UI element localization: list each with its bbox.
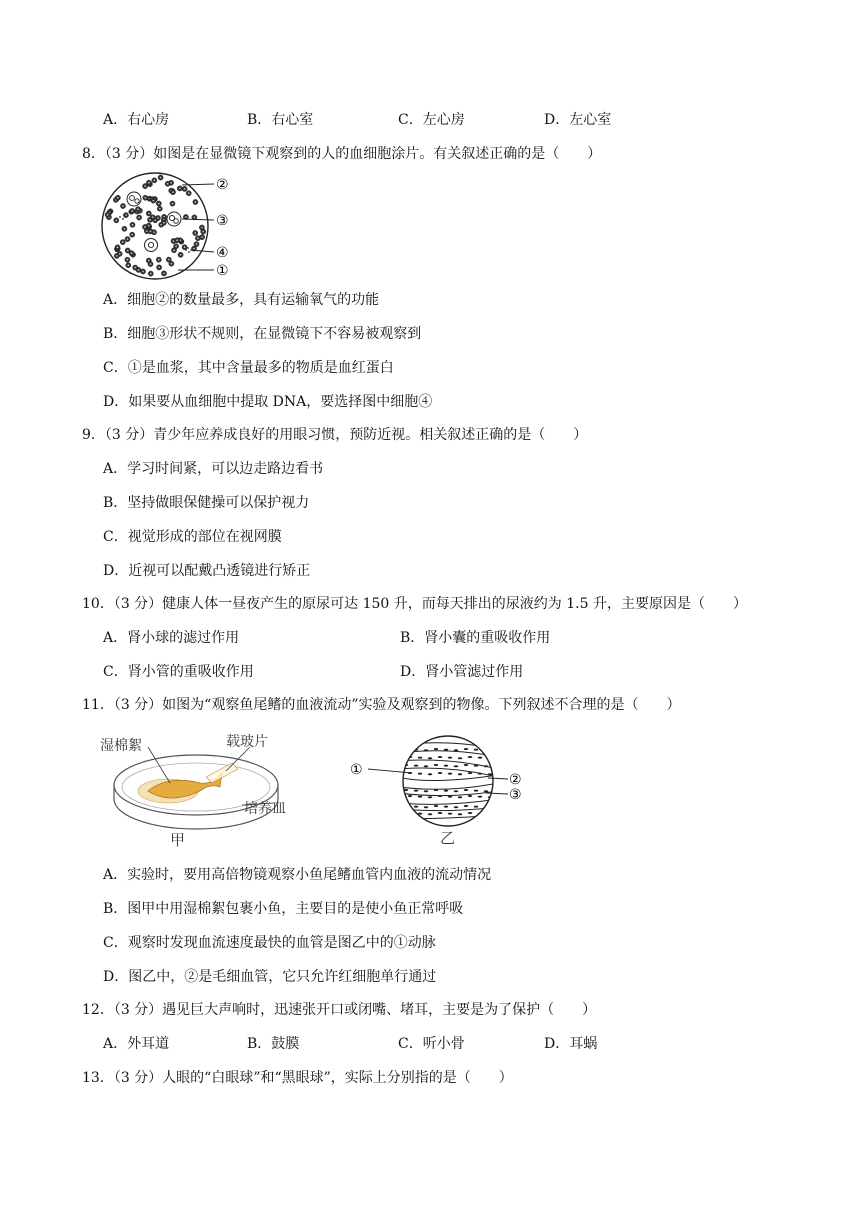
red-blood-cell-center xyxy=(168,259,170,261)
red-blood-cell-center xyxy=(131,210,133,212)
red-blood-cell-center xyxy=(154,219,156,221)
vessel-blood-cell xyxy=(418,757,422,759)
red-blood-cell-center xyxy=(160,177,162,179)
red-blood-cell-center xyxy=(117,246,119,248)
q11-option-d: D．图乙中，②是毛细血管，它只允许红细胞单行通过 xyxy=(103,969,437,985)
q10-option-d: D．肾小管滤过作用 xyxy=(400,664,524,680)
vessel-blood-cell xyxy=(468,772,472,774)
red-blood-cell-center xyxy=(173,240,175,242)
vessel-blood-cell xyxy=(444,749,448,751)
red-blood-cell-center xyxy=(127,264,129,266)
red-blood-cell-center xyxy=(159,208,161,210)
red-blood-cell-center xyxy=(172,191,174,193)
red-blood-cell-center xyxy=(132,224,134,226)
red-blood-cell-center xyxy=(202,231,204,233)
q9-stem: 9．（3 分）青少年应养成良好的用眼习惯，预防近视。相关叙述正确的是（ ） xyxy=(82,427,588,443)
q12-option-b: B．鼓膜 xyxy=(247,1036,300,1052)
red-blood-cell-center xyxy=(107,214,109,216)
red-blood-cell-center xyxy=(179,188,181,190)
vessel-blood-cell xyxy=(404,748,408,750)
vessel-blood-cell xyxy=(434,764,438,766)
vessel-blood-cell xyxy=(468,756,472,758)
q7-option-d: D．左心室 xyxy=(544,112,612,128)
vessel-blood-cell xyxy=(434,748,438,750)
vessel-blood-cell xyxy=(438,812,442,814)
vessel-blood-cell xyxy=(484,790,488,792)
red-blood-cell-center xyxy=(142,271,144,273)
red-blood-cell-center xyxy=(131,234,133,236)
red-blood-cell-center xyxy=(148,182,150,184)
jia-label-dish: 培养皿 xyxy=(244,801,286,817)
red-blood-cell-center xyxy=(148,213,150,215)
red-blood-cell-center xyxy=(158,259,160,261)
red-blood-cell-center xyxy=(153,231,155,233)
red-blood-cell-center xyxy=(176,239,178,241)
red-blood-cell-center xyxy=(180,254,182,256)
blood-label-1: ① xyxy=(216,263,229,279)
red-blood-cell-center xyxy=(184,188,186,190)
vessel-blood-cell xyxy=(458,796,462,798)
red-blood-cell-center xyxy=(122,205,124,207)
red-blood-cell-center xyxy=(150,263,152,265)
vessel-blood-cell xyxy=(468,812,472,814)
vessel-blood-cell xyxy=(478,757,482,759)
vessel-blood-cell xyxy=(438,772,442,774)
yi-label-2: ② xyxy=(509,772,522,788)
q12-stem: 12．（3 分）遇见巨大声响时，迅速张开口或闭嘴、堵耳，主要是为了保护（ ） xyxy=(82,1002,597,1018)
fish-dish-figure xyxy=(98,733,328,851)
red-blood-cell-center xyxy=(149,219,151,221)
q10-option-a: A．肾小球的滤过作用 xyxy=(103,630,240,646)
red-blood-cell-center xyxy=(185,216,187,218)
vessel-blood-cell xyxy=(478,773,482,775)
vessel-blood-cell xyxy=(434,789,438,791)
q9-option-c: C．视觉形成的部位在视网膜 xyxy=(103,529,282,545)
red-blood-cell-center xyxy=(122,241,124,243)
q8-option-a: A．细胞②的数量最多，具有运输氧气的功能 xyxy=(103,292,380,308)
red-blood-cell-center xyxy=(163,222,165,224)
vessel-blood-cell xyxy=(444,790,448,792)
q9-option-b: B．坚持做眼保健操可以保护视力 xyxy=(103,495,310,511)
red-blood-cell-center xyxy=(172,203,174,205)
red-blood-cell-center xyxy=(127,238,129,240)
red-blood-cell-center xyxy=(150,273,152,275)
yi-label-1: ① xyxy=(350,762,363,778)
blood-label-2: ② xyxy=(216,177,229,193)
red-blood-cell-center xyxy=(194,217,196,219)
red-blood-cell-center xyxy=(201,236,203,238)
fish-tail-vessels-figure xyxy=(348,731,538,851)
vessel-blood-cell xyxy=(428,757,432,759)
vessel-blood-cell xyxy=(428,796,432,798)
red-blood-cell-center xyxy=(153,200,155,202)
red-blood-cell-center xyxy=(138,269,140,271)
red-blood-cell-center xyxy=(144,226,146,228)
red-blood-cell-center xyxy=(201,227,203,229)
vessel-blood-cell xyxy=(434,805,438,807)
q8-option-c: C．①是血浆，其中含量最多的物质是血红蛋白 xyxy=(103,360,394,376)
blood-label-3: ③ xyxy=(216,213,229,229)
vessel-blood-cell xyxy=(474,749,478,751)
vessel-blood-cell xyxy=(438,756,442,758)
q11-option-a: A．实验时，要用高倍物镜观察小鱼尾鳍血管内血液的流动情况 xyxy=(103,867,492,883)
q9-option-d: D．近视可以配戴凸透镜进行矫正 xyxy=(103,563,311,579)
q10-option-c: C．肾小管的重吸收作用 xyxy=(103,664,254,680)
blood-label-4: ④ xyxy=(216,245,229,261)
red-blood-cell-center xyxy=(154,179,156,181)
vessel-blood-cell xyxy=(488,773,492,775)
red-blood-cell-center xyxy=(146,230,148,232)
vessel-blood-cell xyxy=(454,790,458,792)
vessel-blood-cell xyxy=(454,765,458,767)
red-blood-cell-center xyxy=(163,273,165,275)
vessel-blood-cell xyxy=(414,806,418,808)
red-blood-cell-center xyxy=(170,182,172,184)
q8-stem: 8．（3 分）如图是在显微镜下观察到的人的血细胞涂片。有关叙述正确的是（ ） xyxy=(82,146,602,162)
red-blood-cell-center xyxy=(124,228,126,230)
q9-option-a: A．学习时间紧，可以边走路边看书 xyxy=(103,461,324,477)
red-blood-cell-center xyxy=(167,183,169,185)
jia-label-slide: 载玻片 xyxy=(226,734,268,750)
red-blood-cell-center xyxy=(188,192,190,194)
vessel-blood-cell xyxy=(478,796,482,798)
red-blood-cell-center xyxy=(148,260,150,262)
red-blood-cell-center xyxy=(193,248,195,250)
vessel-blood-cell xyxy=(418,796,422,798)
vessel-blood-cell xyxy=(458,757,462,759)
red-blood-cell-center xyxy=(127,259,129,261)
vessel-blood-cell xyxy=(484,765,488,767)
red-blood-cell-center xyxy=(148,225,150,227)
q7-option-b: B．右心室 xyxy=(247,112,314,128)
vessel-blood-cell xyxy=(418,813,422,815)
q12-option-a: A．外耳道 xyxy=(103,1036,170,1052)
vessel-blood-cell xyxy=(448,757,452,759)
q12-option-c: C．听小骨 xyxy=(398,1036,465,1052)
q12-option-d: D．耳蜗 xyxy=(544,1036,598,1052)
vessel-blood-cell xyxy=(454,806,458,808)
vessel-blood-cell xyxy=(474,790,478,792)
q7-option-a: A．右心房 xyxy=(103,112,170,128)
vessel-blood-cell xyxy=(424,790,428,792)
vessel-blood-cell xyxy=(468,795,472,797)
red-blood-cell-center xyxy=(116,255,118,257)
red-blood-cell-center xyxy=(196,243,198,245)
q11-option-b: B．图甲中用湿棉絮包裹小鱼，主要目的是使小鱼正常呼吸 xyxy=(103,901,464,917)
red-blood-cell-center xyxy=(144,185,146,187)
vessel-blood-cell xyxy=(458,813,462,815)
red-blood-cell-center xyxy=(138,217,140,219)
vessel-blood-cell xyxy=(424,806,428,808)
red-blood-cell-center xyxy=(115,219,117,221)
vessel-blood-cell xyxy=(428,813,432,815)
red-blood-cell-center xyxy=(137,208,139,210)
vessel-blood-cell xyxy=(424,765,428,767)
vessel-blood-cell xyxy=(454,749,458,751)
vessel-blood-cell xyxy=(404,789,408,791)
red-blood-cell-center xyxy=(127,250,129,252)
q11-stem: 11．（3 分）如图为“观察鱼尾鳍的血液流动”实验及观察到的物像。下列叙述不合理的是（ ） xyxy=(82,697,681,713)
yi-caption: 乙 xyxy=(440,829,456,847)
vessel-blood-cell xyxy=(404,805,408,807)
q8-option-d: D．如果要从血细胞中提取 DNA，要选择图中细胞④ xyxy=(103,394,433,410)
red-blood-cell-center xyxy=(195,201,197,203)
red-blood-cell-center xyxy=(152,216,154,218)
vessel-blood-cell xyxy=(464,805,468,807)
red-blood-cell-center xyxy=(150,231,152,233)
q11-option-c: C．观察时发现血流速度最快的血管是图乙中的①动脉 xyxy=(103,935,436,951)
red-blood-cell-center xyxy=(134,267,136,269)
red-blood-cell-center xyxy=(158,203,160,205)
vessel-blood-cell xyxy=(464,764,468,766)
jia-label-cotton: 湿棉絮 xyxy=(100,738,142,754)
q13-stem: 13．（3 分）人眼的“白眼球”和“黑眼球”，实际上分别指的是（ ） xyxy=(82,1070,513,1086)
q7-option-c: C．左心房 xyxy=(398,112,465,128)
vessel-blood-cell xyxy=(414,765,418,767)
red-blood-cell-center xyxy=(171,263,173,265)
q10-option-b: B．肾小囊的重吸收作用 xyxy=(400,630,551,646)
vessel-blood-cell xyxy=(444,806,448,808)
yi-label-3: ③ xyxy=(509,787,522,803)
vessel-blood-cell xyxy=(488,813,492,815)
vessel-blood-cell xyxy=(464,789,468,791)
red-blood-cell-center xyxy=(117,197,119,199)
red-blood-cell-center xyxy=(144,197,146,199)
vessel-blood-cell xyxy=(438,795,442,797)
red-blood-cell-center xyxy=(197,237,199,239)
red-blood-cell-center xyxy=(131,252,133,254)
vessel-blood-cell xyxy=(484,749,488,751)
vessel-blood-cell xyxy=(424,749,428,751)
vessel-blood-cell xyxy=(464,748,468,750)
q10-stem: 10．（3 分）健康人体一昼夜产生的原尿可达 150 升，而每天排出的尿液约为 1.5 升，主要原因是（ ） xyxy=(82,596,747,612)
vessel-blood-cell xyxy=(458,773,462,775)
vessel-blood-cell xyxy=(408,812,412,814)
vessel-blood-cell xyxy=(448,796,452,798)
vessel-blood-cell xyxy=(448,773,452,775)
red-blood-cell-center xyxy=(173,249,175,251)
vessel-blood-cell xyxy=(448,813,452,815)
red-blood-cell-center xyxy=(158,267,160,269)
vessel-blood-cell xyxy=(488,757,492,759)
red-blood-cell-center xyxy=(184,246,186,248)
vessel-blood-cell xyxy=(414,790,418,792)
jia-caption: 甲 xyxy=(170,831,186,849)
red-blood-cell-center xyxy=(194,232,196,234)
vessel-blood-cell xyxy=(444,765,448,767)
vessel-blood-cell xyxy=(418,773,422,775)
red-blood-cell-center xyxy=(175,245,177,247)
q8-option-b: B．细胞③形状不规则，在显微镜下不容易被观察到 xyxy=(103,326,422,342)
vessel-blood-cell xyxy=(474,806,478,808)
vessel-blood-cell xyxy=(474,765,478,767)
blood-smear-figure xyxy=(98,170,248,285)
vessel-blood-cell xyxy=(428,773,432,775)
vessel-blood-cell xyxy=(408,795,412,797)
